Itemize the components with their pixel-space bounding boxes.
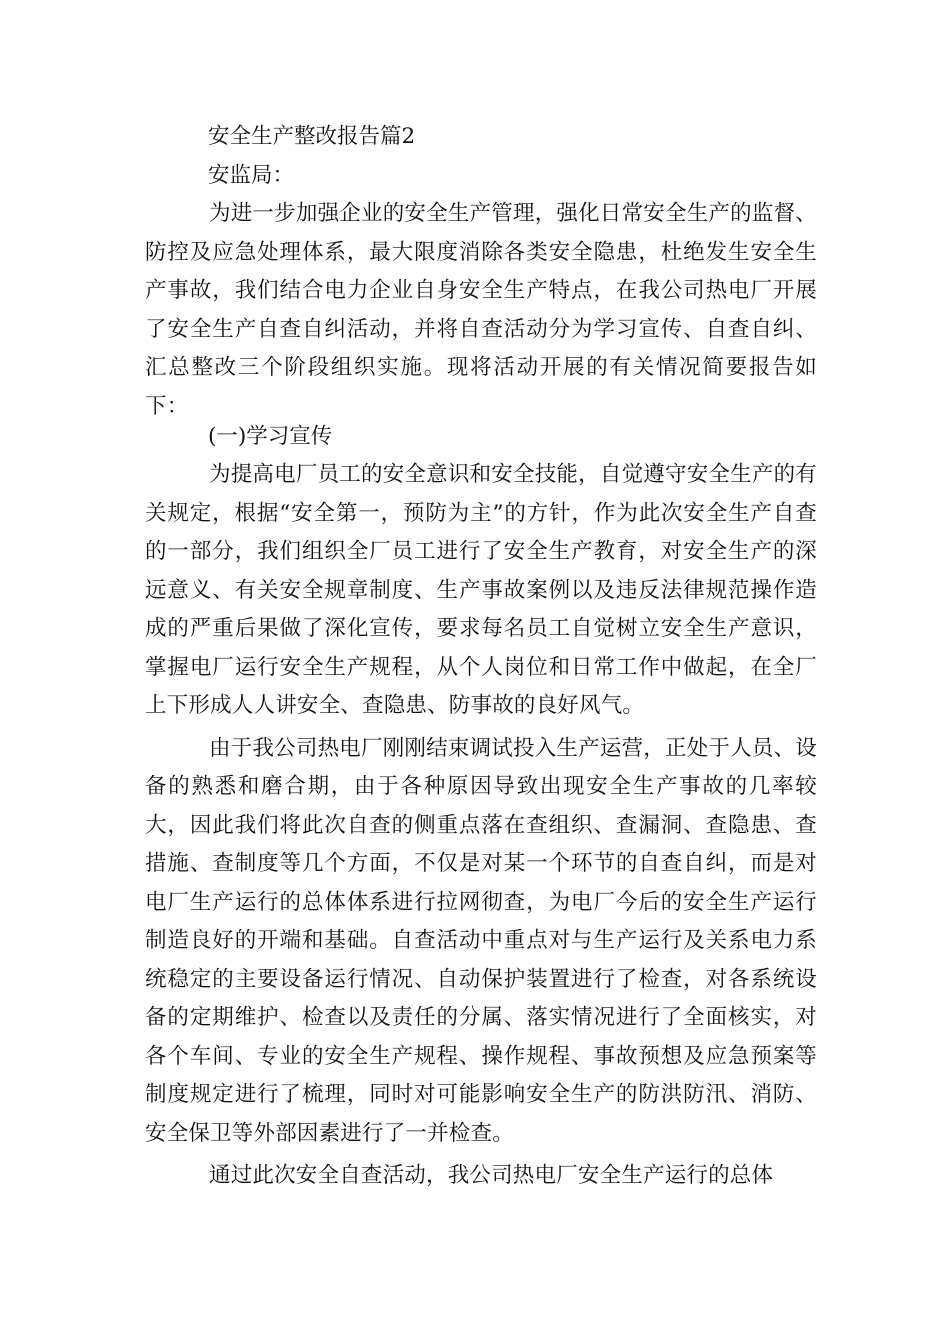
- body-paragraph-2: 由于我公司热电厂刚刚结束调试投入生产运营，正处于人员、设备的熟悉和磨合期，由于各种原因导致出现安全生产事故的几率较大，因此我们将此次自查的侧重点落在查组织、查漏洞、查隐患、查措施、查制度等几个方面，不仅是对某一个环节的自查自纠，而是对电厂生产运行的总体体系进行拉网彻查，为电厂今后的安全生产运行制造良好的开端和基础。自查活动中重点对与生产运行及关系电力系统稳定的主要设备运行情况、自动保护装置进行了检查，对各系统设备的定期维护、检查以及责任的分属、落实情况进行了全面核实，对各个车间、专业的安全生产规程、操作规程、事故预想及应急预案等制度规定进行了梳理，同时对可能影响安全生产的防洪防汛、消防、安全保卫等外部因素进行了一并检查。: [145, 735, 817, 1146]
- intro-paragraph: 为进一步加强企业的安全生产管理，强化日常安全生产的监督、防控及应急处理体系，最大限度消除各类安全隐患，杜绝发生安全生产事故，我们结合电力企业自身安全生产特点，在我公司热电厂开展了安全生产自查自纠活动，并将自查活动分为学习宣传、自查自纠、汇总整改三个阶段组织实施。现将活动开展的有关情况简要报告如下：: [145, 201, 817, 419]
- body-block: [145, 456, 817, 1196]
- body-paragraph-1: 为提高电厂员工的安全意识和安全技能，自觉遵守安全生产的有关规定，根据“安全第一，预防为主”的方针，作为此次安全生产自查的一部分，我们组织全厂员工进行了安全生产教育，对安全生产的深远意义、有关安全规章制度、生产事故案例以及违反法律规范操作造成的严重后果做了深化宣传，要求每名员工自觉树立安全生产意识，掌握电厂运行安全生产规程，从个人岗位和日常工作中做起，在全厂上下形成人人讲安全、查隐患、防事故的良好风气。: [145, 462, 817, 718]
- body-paragraph-3: 通过此次安全自查活动，我公司热电厂安全生产运行的总体: [209, 1163, 774, 1188]
- section-heading: (一)学习宣传: [208, 424, 333, 449]
- document-title: 安全生产整改报告篇2: [208, 124, 416, 149]
- recipient-line: 安监局：: [208, 163, 295, 188]
- intro-block: [145, 195, 817, 426]
